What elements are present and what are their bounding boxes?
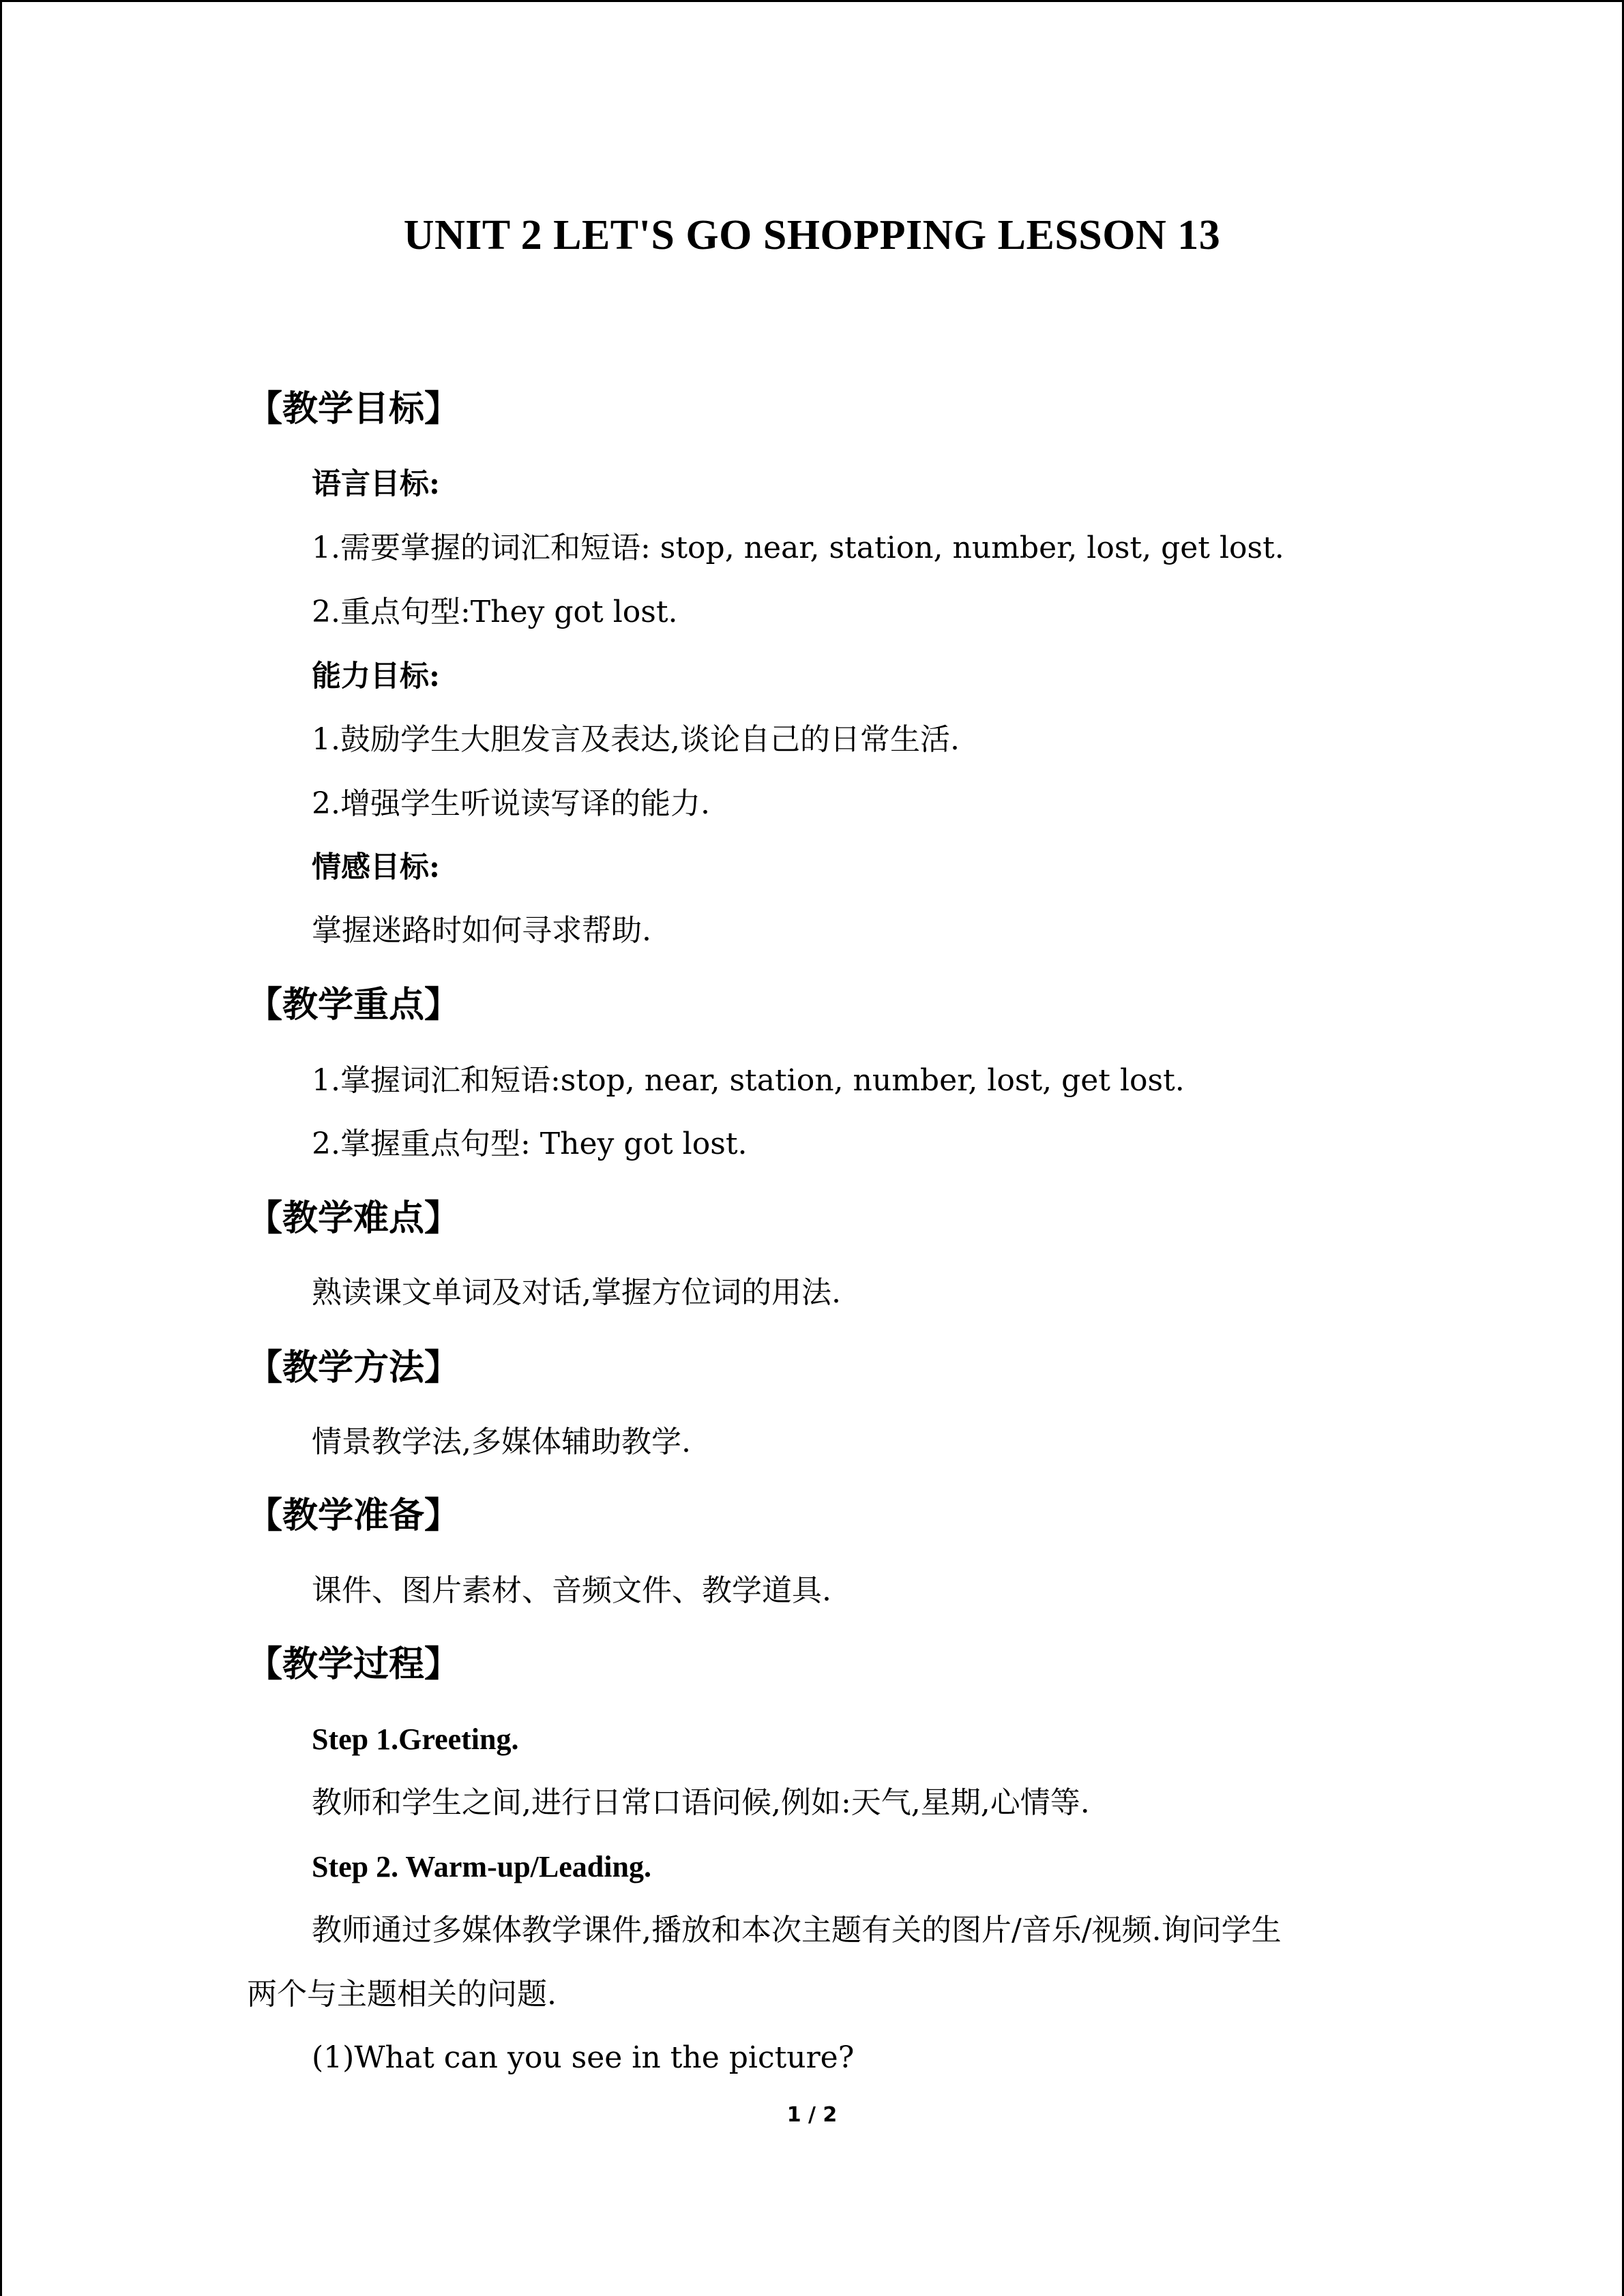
- key-point-item-2: 2.掌握重点句型: They got lost.: [312, 1127, 748, 1161]
- section-heading-methods: 【教学方法】: [247, 1347, 460, 1388]
- ability-objective-item-1: 1.鼓励学生大胆发言及表达,谈论自己的日常生活.: [312, 722, 960, 757]
- language-objective-item-2: 2.重点句型:They got lost.: [312, 595, 678, 629]
- key-point-item-1: 1.掌握词汇和短语:stop, near, station, number, lost, get lost.: [312, 1063, 1185, 1098]
- section-heading-process: 【教学过程】: [247, 1643, 460, 1685]
- method-item-1: 情景教学法,多媒体辅助教学.: [312, 1425, 691, 1459]
- language-objective-label: 语言目标:: [312, 467, 440, 501]
- step-2-text-line-2: 两个与主题相关的问题.: [247, 1977, 557, 2012]
- step-2-title: Step 2. Warm-up/Leading.: [312, 1850, 651, 1883]
- preparation-item-1: 课件、图片素材、音频文件、教学道具.: [312, 1573, 831, 1608]
- section-heading-key-points: 【教学重点】: [247, 984, 460, 1026]
- ability-objective-item-2: 2.增强学生听说读写译的能力.: [312, 786, 710, 821]
- step-2-question-1: (1)What can you see in the picture?: [312, 2040, 855, 2075]
- emotion-objective-label: 情感目标:: [312, 850, 440, 884]
- page-number: 1 / 2: [786, 2103, 838, 2127]
- step-2-text-line-1: 教师通过多媒体教学课件,播放和本次主题有关的图片/音乐/视频.询问学生: [312, 1913, 1282, 1948]
- page-border-top: [0, 0, 1624, 2]
- difficulty-item-1: 熟读课文单词及对话,掌握方位词的用法.: [312, 1275, 841, 1310]
- section-heading-difficulties: 【教学难点】: [247, 1197, 460, 1239]
- language-objective-item-1: 1.需要掌握的词汇和短语: stop, near, station, number, lost, get lost.: [312, 531, 1284, 565]
- step-1-text: 教师和学生之间,进行日常口语问候,例如:天气,星期,心情等.: [312, 1785, 1090, 1820]
- section-heading-preparation: 【教学准备】: [247, 1495, 460, 1536]
- section-heading-objectives: 【教学目标】: [247, 388, 460, 430]
- page-border-left: [0, 0, 2, 2296]
- step-1-title: Step 1.Greeting.: [312, 1723, 519, 1756]
- document-title: UNIT 2 LET'S GO SHOPPING LESSON 13: [403, 212, 1221, 258]
- emotion-objective-item-1: 掌握迷路时如何寻求帮助.: [312, 913, 651, 948]
- ability-objective-label: 能力目标:: [312, 659, 440, 694]
